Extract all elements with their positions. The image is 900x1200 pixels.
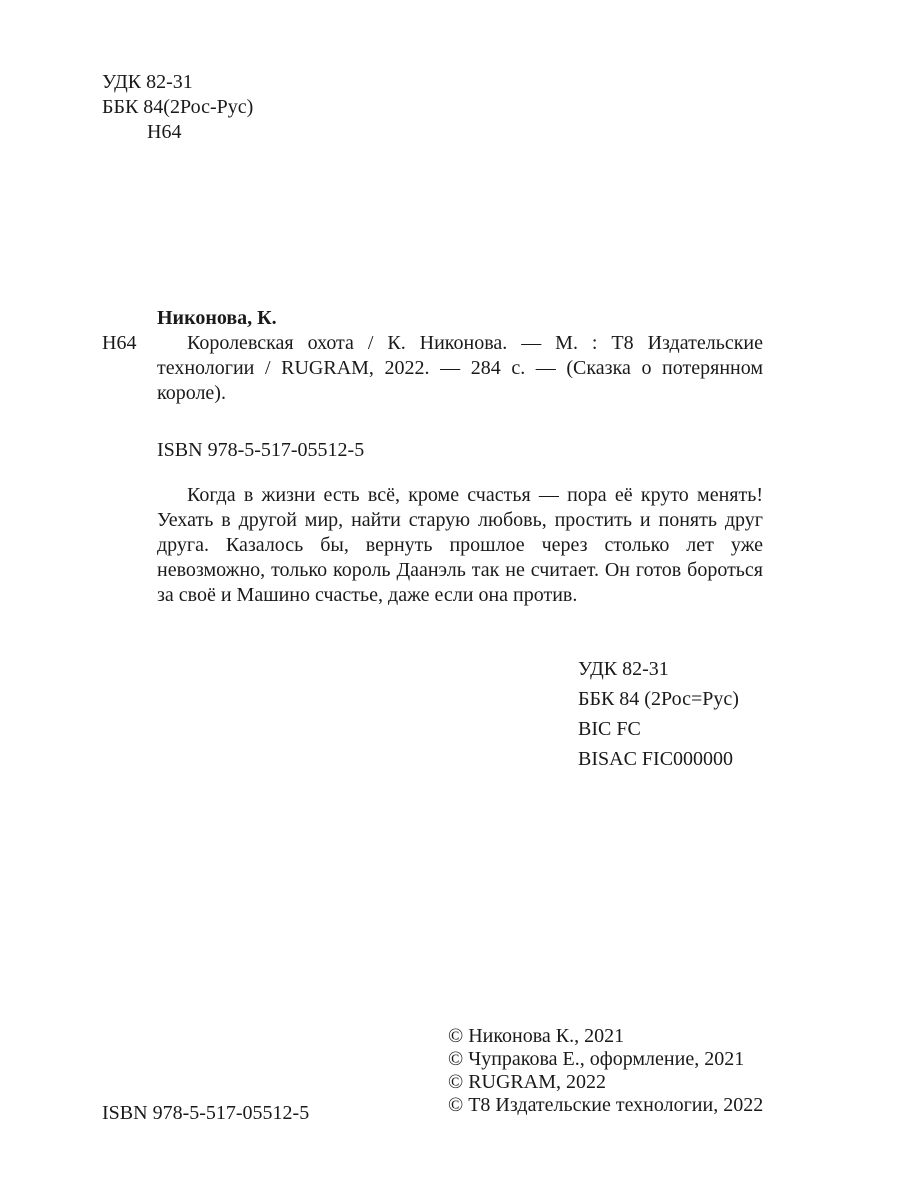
copyright-rugram: © RUGRAM, 2022 — [448, 1071, 606, 1093]
top-classification — [102, 70, 253, 145]
udk-code-right: УДК 82-31 — [578, 658, 669, 680]
annotation-text: Когда в жизни есть всё, кроме счастья — пора её круто менять! Уехать в другой мир, найти старую любовь, простить и понять друг друга. Казалось бы, вернуть прошлое через столько лет уже невозможно, только король Даанэль так не считает. Он готов бороться за своё и Машино счастье, даже если она против. — [157, 484, 763, 606]
bbk-code-right: ББК 84 (2Рос=Рус) — [578, 688, 739, 710]
copyright-notices — [448, 1025, 763, 1117]
title-description: Королевская охота / К. Никонова. — М. : Т8 Издательские технологии / RUGRAM, 2022. — 284 с. — (Сказка о потерянном короле). — [157, 332, 763, 404]
udk-code: УДК 82-31 — [102, 71, 193, 93]
author-sign: Н64 — [147, 121, 182, 143]
isbn-bottom: ISBN 978-5-517-05512-5 — [102, 1102, 310, 1124]
bbk-code: ББК 84(2Рос-Рус) — [102, 96, 254, 118]
bibliographic-record — [157, 306, 763, 463]
copyright-design: © Чупракова Е., оформление, 2021 — [448, 1048, 745, 1070]
isbn-main: ISBN 978-5-517-05512-5 — [157, 439, 365, 461]
copyright-t8: © Т8 Издательские технологии, 2022 — [448, 1094, 764, 1116]
bic-code: BIC FC — [578, 718, 641, 740]
copyright-author: © Никонова К., 2021 — [448, 1025, 625, 1047]
right-classification — [578, 654, 739, 774]
bisac-code: BISAC FIC000000 — [578, 748, 734, 770]
author-name: Никонова, К. — [157, 307, 277, 329]
bibliography-author-sign: Н64 — [102, 332, 137, 354]
